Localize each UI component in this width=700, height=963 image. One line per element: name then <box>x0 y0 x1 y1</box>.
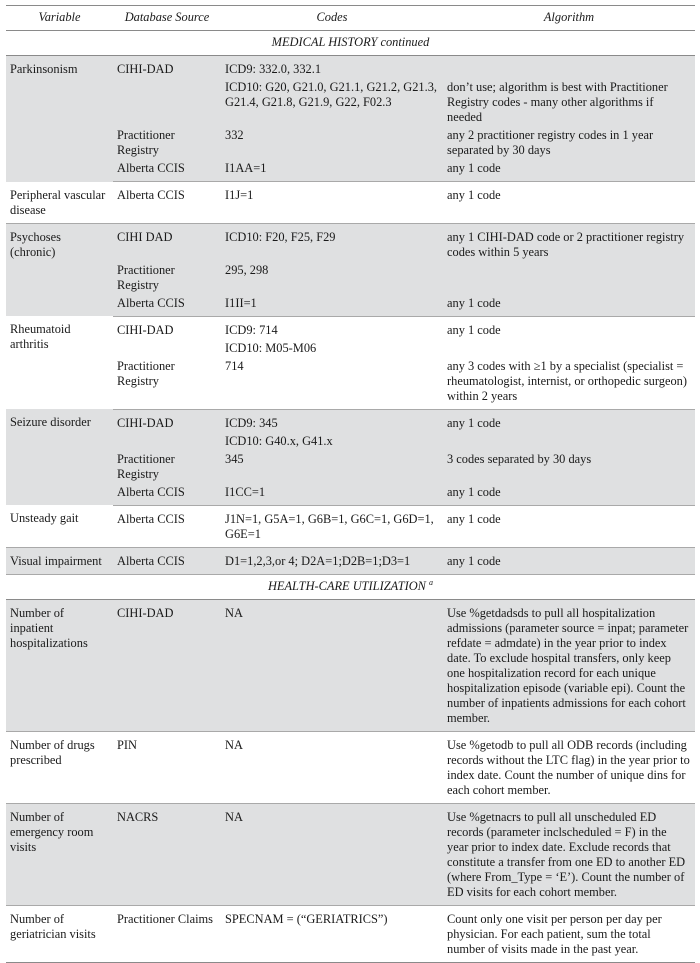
algorithm-cell: any 1 code <box>443 316 695 338</box>
source-cell: Alberta CCIS <box>113 482 221 506</box>
source-cell: Alberta CCIS <box>113 505 221 547</box>
source-cell: CIHI-DAD <box>113 599 221 731</box>
algorithm-cell: any 1 code <box>443 505 695 547</box>
source-cell <box>113 338 221 356</box>
source-cell: CIHI-DAD <box>113 409 221 431</box>
source-cell: CIHI DAD <box>113 223 221 260</box>
codes-cell: I1CC=1 <box>221 482 443 506</box>
codes-cell: ICD9: 345 <box>221 409 443 431</box>
variable-cell: Number of inpatient hospitalizations <box>6 599 113 731</box>
algorithm-cell: Use %getodb to pull all ODB records (including records without the LTC flag) in the year prior to index date. Count the number of unique dins for each cohort member. <box>443 731 695 803</box>
variable-cell: Number of geriatrician visits <box>6 905 113 962</box>
algorithm-cell: any 3 codes with ≥1 by a specialist (specialist = rheumatologist, internist, or orthopedic surgeon) within 2 years <box>443 356 695 410</box>
variable-cell: Parkinsonism <box>6 56 113 182</box>
source-cell: Practitioner Claims <box>113 905 221 962</box>
variable-cell: Seizure disorder <box>6 409 113 505</box>
table-body <box>6 31 695 963</box>
codes-cell: I1J=1 <box>221 182 443 224</box>
codes-cell: D1=1,2,3,or 4; D2A=1;D2B=1;D3=1 <box>221 547 443 574</box>
variable-cell: Visual impairment <box>6 547 113 574</box>
algorithm-cell: Use %getdadsds to pull all hospitalization admissions (parameter source = inpat; parameter refdate = admdate) in the year prior to index date. To exclude hospital transfers, only keep one hospitalization record for each unique hospitalization episode (variable epi). Count the number of inpatients admissions for each cohort member. <box>443 599 695 731</box>
codes-cell: 332 <box>221 125 443 158</box>
codes-cell: I1AA=1 <box>221 158 443 182</box>
algorithm-cell: any 1 code <box>443 409 695 431</box>
table-row <box>6 56 695 78</box>
algorithm-cell: any 1 CIHI-DAD code or 2 practitioner registry codes within 5 years <box>443 223 695 260</box>
source-cell: Practitioner Registry <box>113 125 221 158</box>
algorithm-cell: any 2 practitioner registry codes in 1 year separated by 30 days <box>443 125 695 158</box>
variable-cell: Number of drugs prescribed <box>6 731 113 803</box>
algorithm-cell: any 1 code <box>443 182 695 224</box>
header-database-source: Database Source <box>113 6 221 31</box>
codes-cell: 714 <box>221 356 443 410</box>
source-cell: Practitioner Registry <box>113 356 221 410</box>
source-cell <box>113 77 221 125</box>
algorithm-cell <box>443 56 695 78</box>
algorithm-definitions-table <box>6 5 695 963</box>
source-cell: PIN <box>113 731 221 803</box>
codes-cell: 345 <box>221 449 443 482</box>
table-row <box>6 599 695 731</box>
codes-cell: SPECNAM = (“GERIATRICS”) <box>221 905 443 962</box>
section-header-row <box>6 574 695 599</box>
algorithm-cell <box>443 338 695 356</box>
source-cell: Alberta CCIS <box>113 547 221 574</box>
algorithm-cell: Use %getnacrs to pull all unscheduled ED records (parameter inclscheduled = F) in the year prior to index date. Exclude records that constitute a transfer from one ED to another ED (where From_Type = ‘E’). Count the number of ED visits for each cohort member. <box>443 803 695 905</box>
table-row <box>6 547 695 574</box>
section-title-text: MEDICAL HISTORY continued <box>271 35 430 49</box>
section-title <box>6 31 695 56</box>
source-cell: Alberta CCIS <box>113 293 221 317</box>
section-title-text: HEALTH-CARE UTILIZATION <box>267 578 426 593</box>
algorithm-cell: don’t use; algorithm is best with Practitioner Registry codes - many other algorithms if needed <box>443 77 695 125</box>
source-cell <box>113 431 221 449</box>
section-header-row <box>6 31 695 56</box>
codes-cell: ICD10: F20, F25, F29 <box>221 223 443 260</box>
algorithm-cell: any 1 code <box>443 547 695 574</box>
codes-cell: 295, 298 <box>221 260 443 293</box>
table-row <box>6 223 695 260</box>
source-cell: NACRS <box>113 803 221 905</box>
header-algorithm: Algorithm <box>443 6 695 31</box>
algorithm-cell <box>443 431 695 449</box>
codes-cell: NA <box>221 599 443 731</box>
algorithm-cell: 3 codes separated by 30 days <box>443 449 695 482</box>
codes-cell: NA <box>221 803 443 905</box>
codes-cell: I1II=1 <box>221 293 443 317</box>
codes-cell: ICD10: G20, G21.0, G21.1, G21.2, G21.3, G21.4, G21.8, G21.9, G22, F02.3 <box>221 77 443 125</box>
variable-cell: Number of emergency room visits <box>6 803 113 905</box>
header-row <box>6 6 695 31</box>
table-row <box>6 731 695 803</box>
header-variable: Variable <box>6 6 113 31</box>
algorithm-cell: any 1 code <box>443 158 695 182</box>
source-cell: Practitioner Registry <box>113 449 221 482</box>
algorithm-cell <box>443 260 695 293</box>
algorithm-cell: Count only one visit per person per day per physician. For each patient, sum the total number of visits made in the past year. <box>443 905 695 962</box>
codes-cell: ICD10: G40.x, G41.x <box>221 431 443 449</box>
variable-cell: Psychoses (chronic) <box>6 223 113 316</box>
algorithm-cell: any 1 code <box>443 482 695 506</box>
footnote-marker: a <box>429 577 434 587</box>
table-row <box>6 803 695 905</box>
section-title <box>6 574 695 599</box>
source-cell: Alberta CCIS <box>113 158 221 182</box>
source-cell: CIHI-DAD <box>113 316 221 338</box>
codes-cell: ICD9: 714 <box>221 316 443 338</box>
codes-cell: J1N=1, G5A=1, G6B=1, G6C=1, G6D=1, G6E=1 <box>221 505 443 547</box>
codes-cell: NA <box>221 731 443 803</box>
header-codes: Codes <box>221 6 443 31</box>
table-row <box>6 409 695 431</box>
variable-cell: Peripheral vascular disease <box>6 182 113 224</box>
variable-cell: Unsteady gait <box>6 505 113 547</box>
variable-cell: Rheumatoid arthritis <box>6 316 113 409</box>
codes-cell: ICD10: M05-M06 <box>221 338 443 356</box>
algorithm-cell: any 1 code <box>443 293 695 317</box>
source-cell: Alberta CCIS <box>113 182 221 224</box>
source-cell: Practitioner Registry <box>113 260 221 293</box>
codes-cell: ICD9: 332.0, 332.1 <box>221 56 443 78</box>
table-row <box>6 505 695 547</box>
table-row <box>6 182 695 224</box>
table-row <box>6 316 695 338</box>
table-row <box>6 905 695 962</box>
source-cell: CIHI-DAD <box>113 56 221 78</box>
